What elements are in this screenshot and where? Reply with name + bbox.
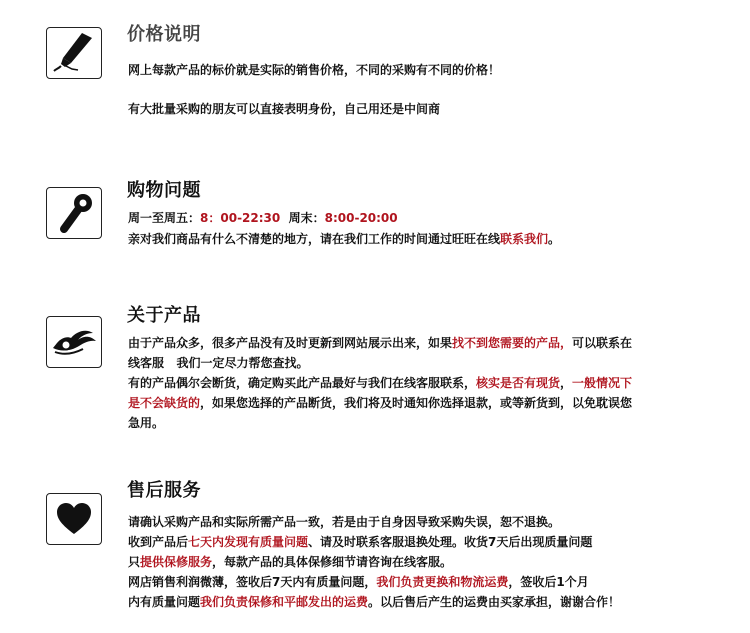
- highlight-text: 联系我们: [500, 232, 549, 246]
- text-segment: ，签收后1个月: [508, 575, 589, 589]
- line: [128, 592, 620, 612]
- text-segment: 由于产品众多，很多产品没有及时更新到网站展示出来，如果: [128, 336, 453, 350]
- line: [128, 393, 632, 413]
- line: [128, 99, 440, 119]
- highlight-text: 找不到您需要的产品，: [452, 336, 573, 350]
- section-title: 价格说明: [127, 24, 201, 45]
- highlight-text: 8：00-22:30: [200, 211, 281, 225]
- line: [128, 572, 589, 592]
- text-segment: 、请及时联系客服退换处理。收货7天后出现质量问题: [308, 535, 593, 549]
- highlight-text: 七天内发现有质量问题: [188, 535, 309, 549]
- text-segment: 请确认采购产品和实际所需产品一致，若是由于自身因导致采购失误，恕不退换。: [128, 515, 561, 529]
- heart-icon: [54, 501, 94, 537]
- highlight-text: 提供保修服务: [140, 555, 213, 569]
- text-segment: 有大批量采购的朋友可以直接表明身份，自己用还是中间商: [128, 102, 441, 116]
- section-title: 购物问题: [127, 180, 201, 201]
- pen-icon-box: [46, 27, 102, 79]
- flame-logo-icon: [49, 324, 99, 360]
- line: [128, 333, 632, 353]
- heart-icon-box: [46, 493, 102, 545]
- text-segment: 线客服 我们一定尽力帮您查找。: [128, 356, 309, 370]
- line: [128, 512, 560, 532]
- line: [128, 353, 309, 373]
- text-segment: 只: [128, 555, 141, 569]
- text-segment: 网上每款产品的标价就是实际的销售价格，不同的采购有不同的价格！: [128, 63, 501, 77]
- line: [128, 413, 164, 433]
- line: [128, 229, 560, 249]
- highlight-text: 我们负责保修和平邮发出的运费: [200, 595, 369, 609]
- line: [128, 208, 398, 228]
- line: [128, 373, 632, 393]
- text-segment: ，每款产品的具体保修细节请咨询在线客服。: [212, 555, 453, 569]
- highlight-text: 核实是否有现货: [476, 376, 561, 390]
- highlight-text: 一般情况下: [572, 376, 633, 390]
- pen-icon: [52, 32, 96, 74]
- highlight-text: 我们负责更换和物流运费: [376, 575, 509, 589]
- text-segment: 内有质量问题: [128, 595, 201, 609]
- text-segment: 周末：: [280, 211, 325, 225]
- highlight-text: 是不会缺货的: [128, 396, 201, 410]
- text-segment: ，: [560, 376, 573, 390]
- text-segment: 可以联系在: [572, 336, 633, 350]
- wrench-icon: [52, 191, 96, 235]
- text-segment: 。: [548, 232, 561, 246]
- text-segment: 急用。: [128, 416, 165, 430]
- text-segment: 网店销售利润微薄，签收后7天内有质量问题，: [128, 575, 377, 589]
- text-segment: 。以后售后产生的运费由买家承担，谢谢合作！: [368, 595, 621, 609]
- wrench-icon-box: [46, 187, 102, 239]
- line: [128, 552, 452, 572]
- text-segment: ，如果您选择的产品断货，我们将及时通知你选择退款，或等新货到，以免耽误您: [200, 396, 633, 410]
- section-title: 关于产品: [127, 305, 201, 326]
- highlight-text: 8:00-20:00: [324, 211, 398, 225]
- text-segment: 收到产品后: [128, 535, 189, 549]
- line: [128, 60, 500, 80]
- flame-logo-icon-box: [46, 316, 102, 368]
- section-title: 售后服务: [127, 480, 201, 501]
- text-segment: 亲对我们商品有什么不清楚的地方，请在我们工作的时间通过旺旺在线: [128, 232, 501, 246]
- text-segment: 有的产品偶尔会断货，确定购买此产品最好与我们在线客服联系，: [128, 376, 477, 390]
- text-segment: 周一至周五：: [128, 211, 201, 225]
- line: [128, 532, 592, 552]
